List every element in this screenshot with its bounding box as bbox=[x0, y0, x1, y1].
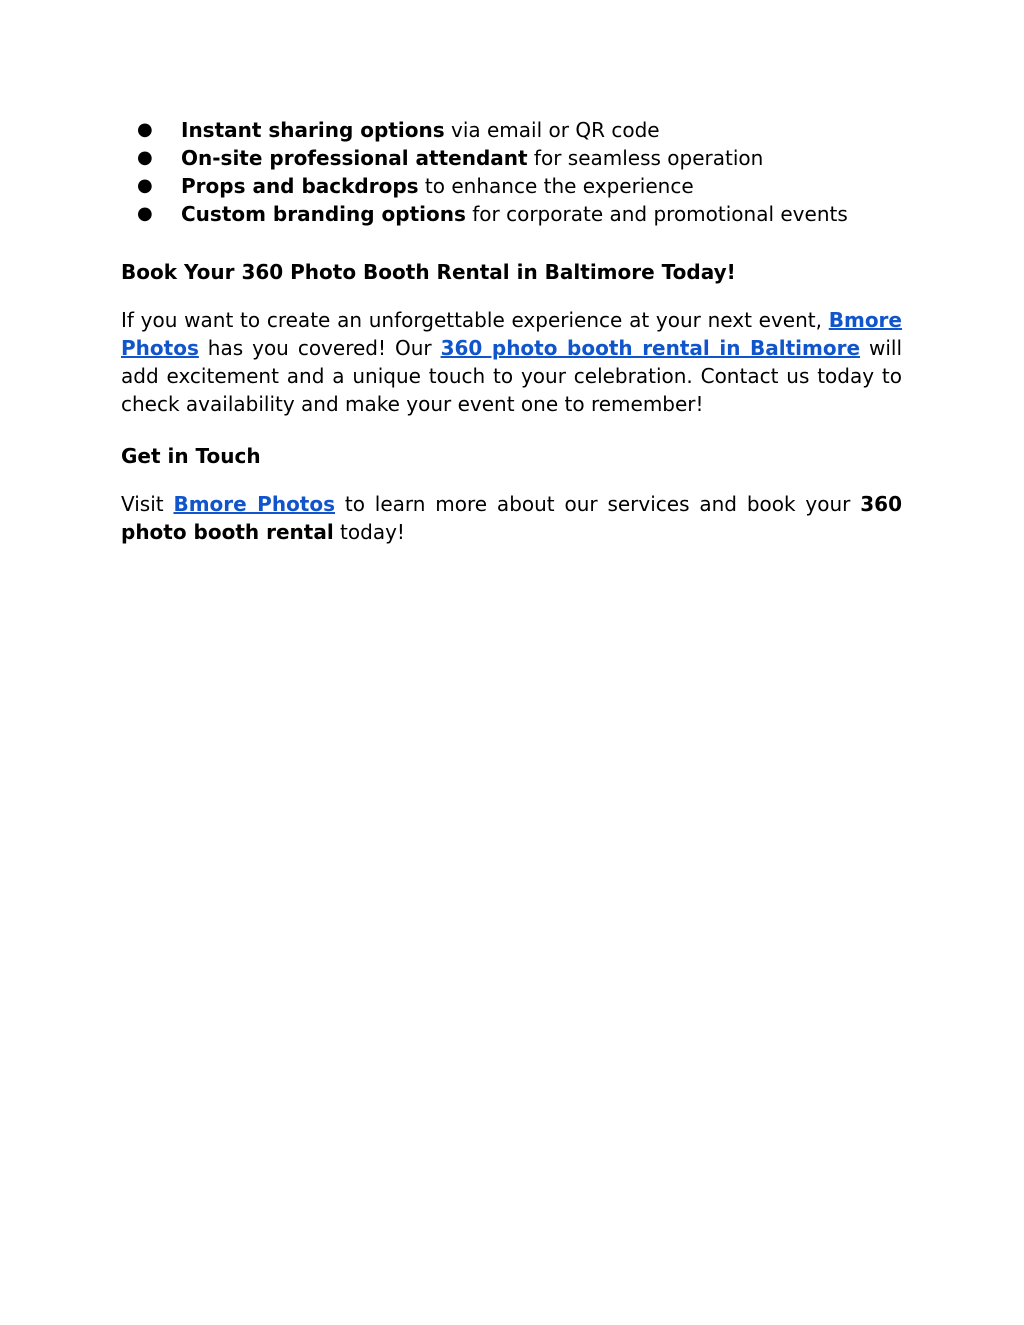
visit-paragraph bbox=[121, 490, 902, 546]
intro-paragraph bbox=[121, 306, 902, 418]
visit-bmore-photos-link[interactable]: Bmore Photos bbox=[173, 492, 336, 516]
feature-text: to enhance the experience bbox=[418, 174, 694, 198]
list-item bbox=[121, 116, 902, 144]
bullet-icon: ● bbox=[137, 175, 153, 196]
visit-text-2: to learn more about our services and book your bbox=[335, 492, 861, 516]
feature-text: for corporate and promotional events bbox=[465, 202, 848, 226]
photo-booth-rental-link[interactable]: 360 photo booth rental in Baltimore bbox=[440, 336, 861, 360]
visit-text-3: today! bbox=[333, 520, 405, 544]
feature-text: for seamless operation bbox=[527, 146, 764, 170]
book-heading: Book Your 360 Photo Booth Rental in Baltimore Today! bbox=[121, 260, 736, 284]
feature-text: via email or QR code bbox=[444, 118, 660, 142]
feature-title: On-site professional attendant bbox=[181, 146, 528, 170]
bmore-photos-link[interactable]: Bmore Photos bbox=[121, 308, 902, 360]
feature-list bbox=[121, 116, 902, 228]
visit-bold-text: 360 photo booth rental bbox=[121, 492, 902, 544]
feature-title: Props and backdrops bbox=[181, 174, 419, 198]
feature-title: Custom branding options bbox=[181, 202, 466, 226]
bullet-icon: ● bbox=[137, 119, 153, 140]
feature-title: Instant sharing options bbox=[181, 118, 445, 142]
bullet-icon: ● bbox=[137, 203, 153, 224]
intro-text-3: will add excitement and a unique touch to your celebration. Contact us today to check availability and make your event one to remember! bbox=[121, 336, 903, 416]
intro-text-1: If you want to create an unforgettable experience at your next event, bbox=[121, 308, 829, 332]
intro-text-2: has you covered! Our bbox=[198, 336, 441, 360]
list-item bbox=[121, 172, 902, 200]
visit-text-1: Visit bbox=[121, 492, 174, 516]
document-page bbox=[121, 116, 902, 546]
get-in-touch-heading: Get in Touch bbox=[121, 444, 261, 468]
list-item bbox=[121, 144, 902, 172]
bullet-icon: ● bbox=[137, 147, 153, 168]
list-item bbox=[121, 200, 902, 228]
